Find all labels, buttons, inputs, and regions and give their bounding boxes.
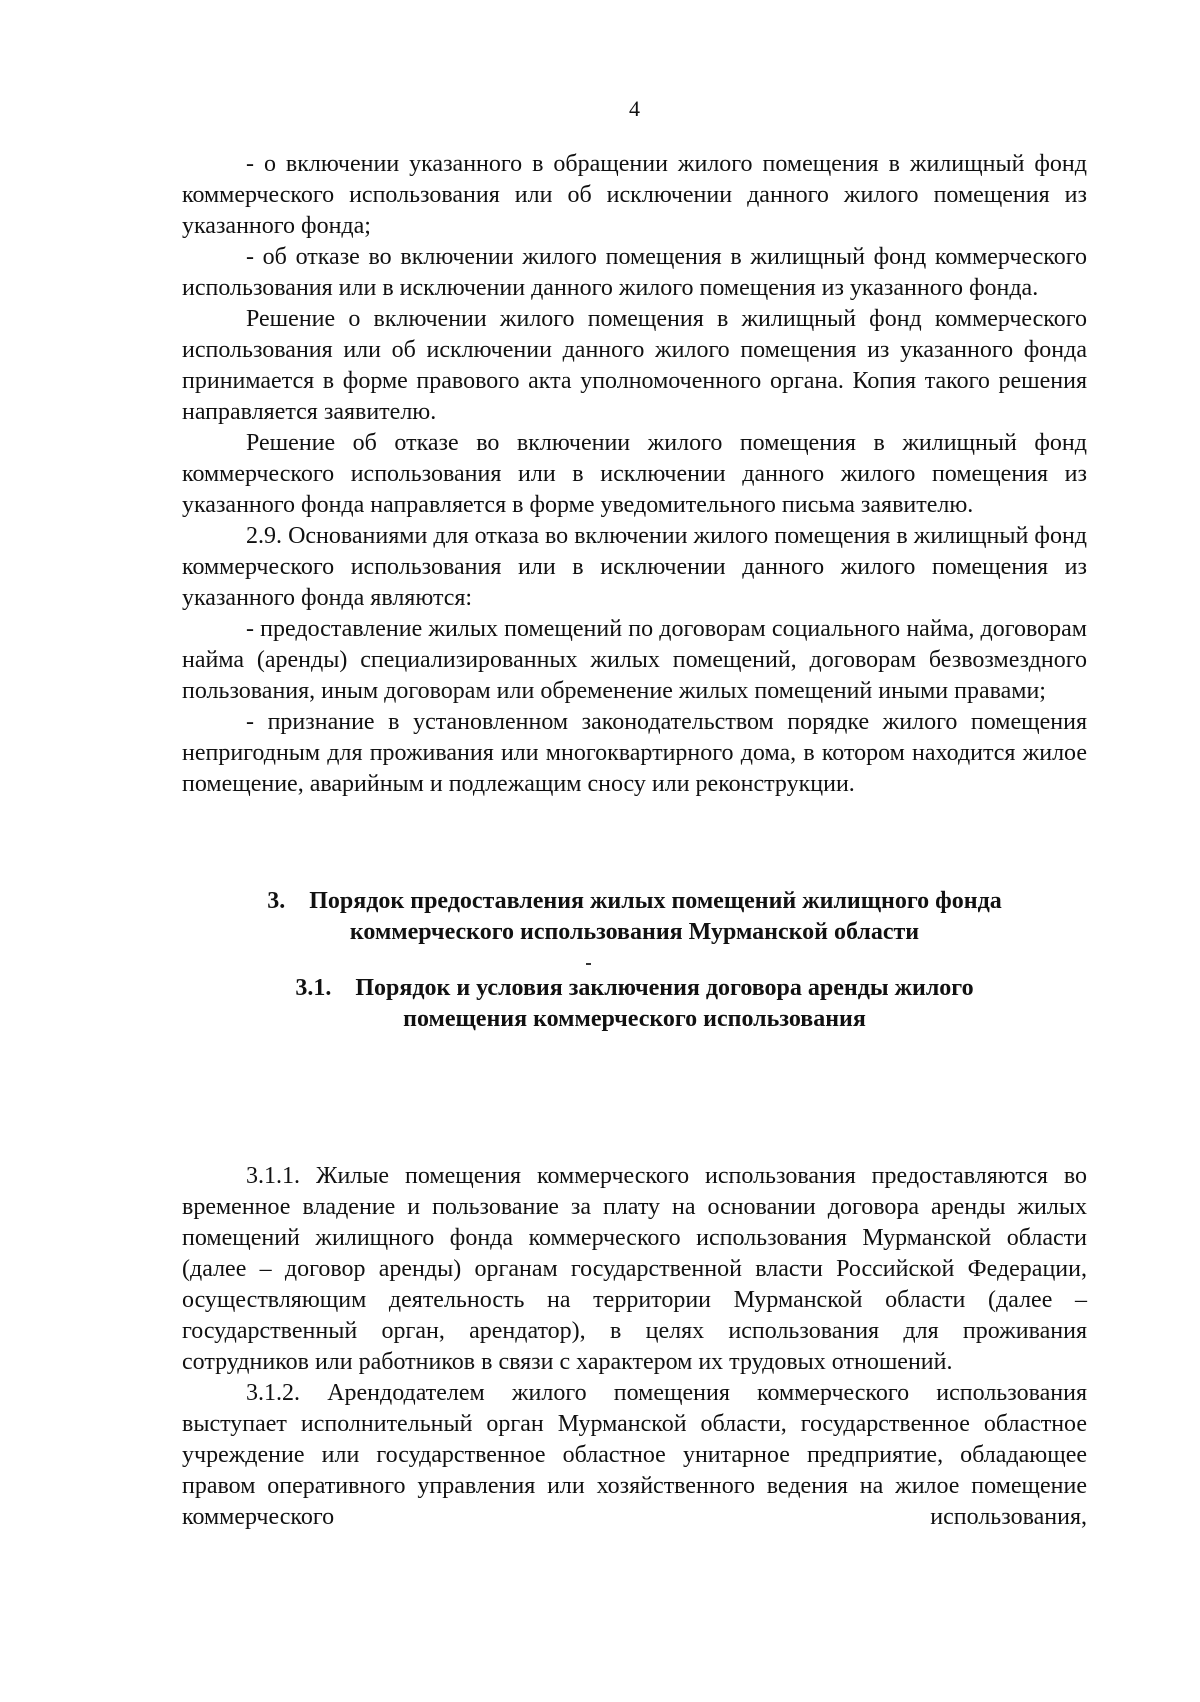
paragraph-3-1-1: 3.1.1. Жилые помещения коммерческого использования предоставляются во временное владение и пользование за плату на основании договора аренды жилых помещений жилищного фонда коммерческого использования Мурманской области (далее – договор аренды) органам государственной власти Российской Федерации, осуществляющим деятельность на территории Мурманской области (далее – государственный орган, арендатор), в целях использования для проживания сотрудников или работников в связи с характером их трудовых отношений.	[182, 1163, 1087, 1375]
paragraph-refusal-notice: Решение об отказе во включении жилого помещения в жилищный фонд коммерческого использования или в исключении данного жилого помещения из указанного фонда направляется в форме уведомительного письма заявителю.	[182, 430, 1087, 518]
section-3-number: 3.	[267, 888, 286, 914]
document-page	[182, 0, 1087, 1702]
body-text-top	[182, 149, 1087, 800]
body-text-bottom	[182, 1161, 1087, 1533]
paragraph-ground-contracts: - предоставление жилых помещений по договорам социального найма, договорам найма (аренды) специализированных жилых помещений, договорам безвозмездного пользования, иным договорам или обременение жилых помещений иными правами;	[182, 616, 1087, 704]
scan-mark	[586, 963, 591, 965]
paragraph-3-1-2: 3.1.2. Арендодателем жилого помещения коммерческого использования выступает исполнительный орган Мурманской области, государственное областное учреждение или государственное областное унитарное предприятие, обладающее правом оперативного управления или хозяйственного ведения на жилое помещение коммерческого использования,	[182, 1380, 1087, 1530]
section-3-1-number: 3.1.	[295, 975, 332, 1001]
page-number: 4	[629, 96, 640, 121]
paragraph-decision-form: Решение о включении жилого помещения в жилищный фонд коммерческого использования или об исключении данного жилого помещения из указанного фонда принимается в форме правового акта уполномоченного органа. Копия такого решения направляется заявителю.	[182, 306, 1087, 425]
section-3-heading	[182, 886, 1087, 948]
section-3-title-line2: коммерческого использования Мурманской области	[349, 919, 920, 945]
section-3-1-heading	[182, 973, 1087, 1035]
paragraph-ground-unfit: - признание в установленном законодательством порядке жилого помещения непригодным для проживания или многоквартирного дома, в котором находится жилое помещение, аварийным и подлежащим сносу или реконструкции.	[182, 709, 1087, 797]
paragraph-inclusion-decision: - о включении указанного в обращении жилого помещения в жилищный фонд коммерческого использования или об исключении данного жилого помещения из указанного фонда;	[182, 151, 1087, 239]
paragraph-refusal-decision: - об отказе во включении жилого помещения в жилищный фонд коммерческого использования или в исключении данного жилого помещения из указанного фонда.	[182, 244, 1087, 301]
section-3-title-line1: 3. Порядок предоставления жилых помещений жилищного фонда	[182, 886, 1087, 917]
section-3-1-title-line2: помещения коммерческого использования	[403, 1006, 866, 1032]
section-3-1-title-line1: 3.1. Порядок и условия заключения договора аренды жилого	[182, 973, 1087, 1004]
paragraph-2-9-grounds: 2.9. Основаниями для отказа во включении жилого помещения в жилищный фонд коммерческого использования или в исключении данного жилого помещения из указанного фонда являются:	[182, 523, 1087, 611]
